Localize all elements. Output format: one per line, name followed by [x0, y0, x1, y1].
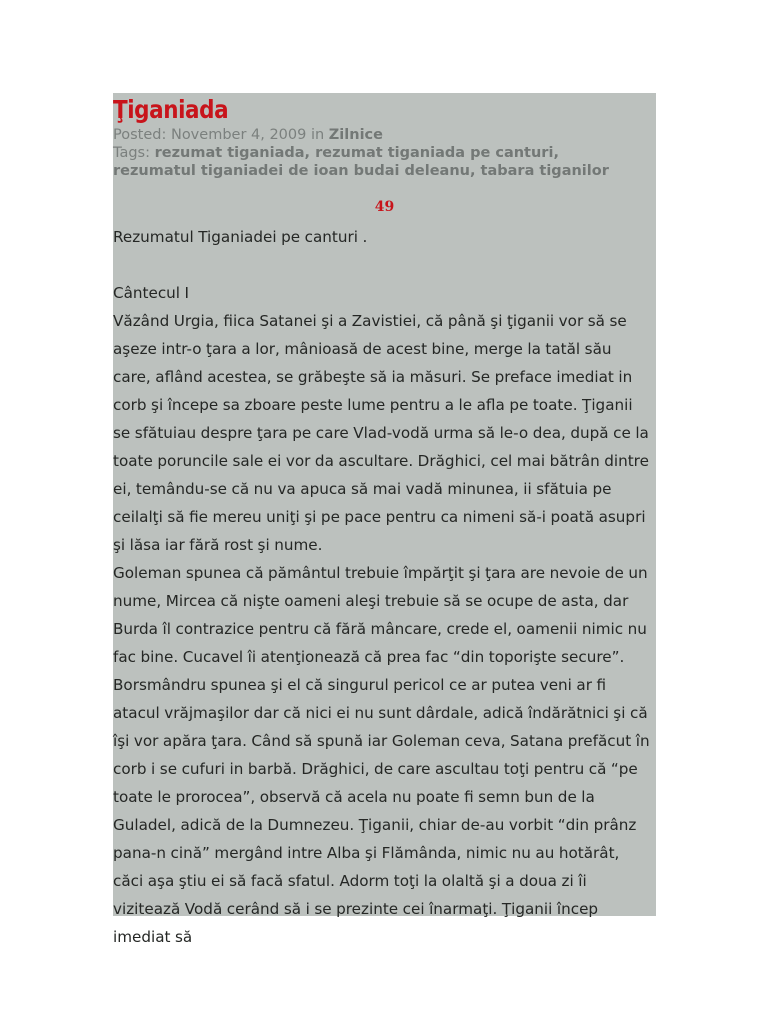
post-date: November 4, 2009: [170, 127, 307, 143]
tag-link[interactable]: rezumat tiganiada: [154, 145, 305, 161]
body-paragraph: Văzând Urgia, fiica Satanei şi a Zavistiei, că până şi ţiganii vor să se aşeze intr-o ţara a lor, mânioasă de acest bine, merge la tatăl său care, aflând acestea, se grăbeşte să ia măsuri. Se preface imediat in corb şi începe sa zboare peste lume pentru a le afla pe toate. Ţiganii se sfătuiau despre ţara pe care Vlad-vodă urma să le-o dea, după ce la toate poruncile sale ei vor da ascultare. Drăghici, cel mai bătrân dintre ei, temându-se că nu va apuca să mai vadă minunea, ii sfătuia pe ceilalţi să fie mereu uniţi şi pe pace pentru ca nimeni să-i poată asupri şi lăsa iar fără rost şi nume.: [113, 312, 649, 554]
body-paragraph: Goleman spunea că pământul trebuie împărţit şi ţara are nevoie de un nume, Mircea că nişte oameni aleşi trebuie să se ocupe de asta, dar Burda îl contrazice pentru că fără mâncare, crede el, oamenii nimic nu fac bine. Cucavel îi atenţionează că prea fac “din toporişte secure”. Borsmândru spunea şi el că singurul pericol ce ar putea veni ar fi atacul vrăjmaşilor dar că nici ei nu sunt dârdale, adică îndărătnici şi că îşi vor apăra ţara. Când să spună iar Goleman ceva, Satana prefăcut în corb i se cufuri in barbă. Drăghici, de care ascultau toţi pentru că “pe toate le prorocea”, observă că acela nu poate fi semn bun de la Guladel, adică de la Dumnezeu. Ţiganii, chiar de-au vorbit “din prânz pana-n cină” mergând intre Alba şi Flămânda, nimic nu au hotărât, căci aşa ştiu ei să facă sfatul. Adorm toţi la olaltă şi a doua zi îi vizitează Vodă cerând să i se prezinte cei înarmaţi. Ţiganii încep imediat să: [113, 564, 650, 946]
tag-link[interactable]: rezumat tiganiada pe canturi: [315, 145, 554, 161]
tag-separator: ,: [304, 145, 316, 161]
post-title[interactable]: Ţiganiada: [113, 95, 229, 124]
document-page: [113, 93, 656, 946]
chapter-heading: Cântecul I: [113, 284, 190, 302]
posted-line: [113, 126, 633, 144]
tags-line: [113, 144, 633, 180]
tags-label: Tags:: [113, 145, 155, 161]
tag-link[interactable]: rezumatul tiganiadei de ioan budai deleanu: [113, 163, 470, 179]
post-body: [113, 223, 653, 951]
posted-prefix: Posted:: [113, 127, 171, 143]
tag-separator: ,: [469, 163, 481, 179]
paragraph-gap: [113, 251, 653, 279]
in-word: in: [306, 127, 329, 143]
post-meta: [113, 126, 633, 180]
category-link[interactable]: Zilnice: [328, 127, 383, 143]
tag-link[interactable]: tabara tiganilor: [480, 163, 609, 179]
comment-count[interactable]: 49: [374, 199, 395, 215]
tag-separator: ,: [553, 145, 559, 161]
intro-text: Rezumatul Tiganiadei pe canturi .: [113, 228, 368, 246]
